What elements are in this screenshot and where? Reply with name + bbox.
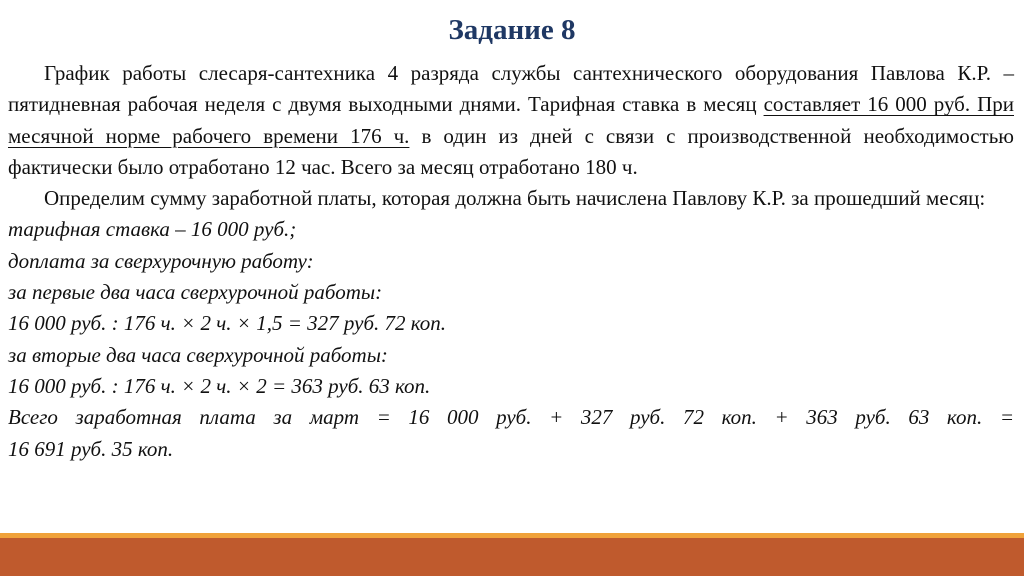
task-description [8,58,1014,183]
calc-line: 16 000 руб. : 176 ч. × 2 ч. × 1,5 = 327 руб. 72 коп. [8,311,447,336]
slide-title: Задание 8 [448,14,576,46]
footer-band [0,538,1024,576]
calc-line: 16 000 руб. : 176 ч. × 2 ч. × 2 = 363 руб. 63 коп. [8,373,431,398]
task-text-part1: График работы слесаря-сантехника 4 разряда службы сантехнического оборудования Павлова К.Р. – пятидневная рабочая неделя с двумя выходными днями. Тарифная ставка в месяц [8,61,1014,117]
task-text-part2: в один из дней с связи с производственной необходимостью фактически было отработано 12 час. Всего за месяц отработано 180 ч. [8,123,1014,179]
total-line: Всего заработная плата за март = 16 000 руб. + 327 руб. 72 коп. + 363 руб. 63 коп. = [8,405,1014,430]
calc-line: за вторые два часа сверхурочной работы: [8,342,388,367]
calc-line: за первые два часа сверхурочной работы: [8,280,383,305]
slide-body [8,58,1014,465]
total-result: 16 691 руб. 35 коп. [8,436,174,461]
task-text-underlined: составляет 16 000 руб. При месячной норме рабочего времени 176 ч. [8,92,1014,148]
solution-intro: Определим сумму заработной платы, которая должна быть начислена Павлову К.Р. за прошедший месяц: [44,186,986,211]
calc-line: тарифная ставка – 16 000 руб.; [8,217,297,242]
calc-line: доплата за сверхурочную работу: [8,248,314,273]
